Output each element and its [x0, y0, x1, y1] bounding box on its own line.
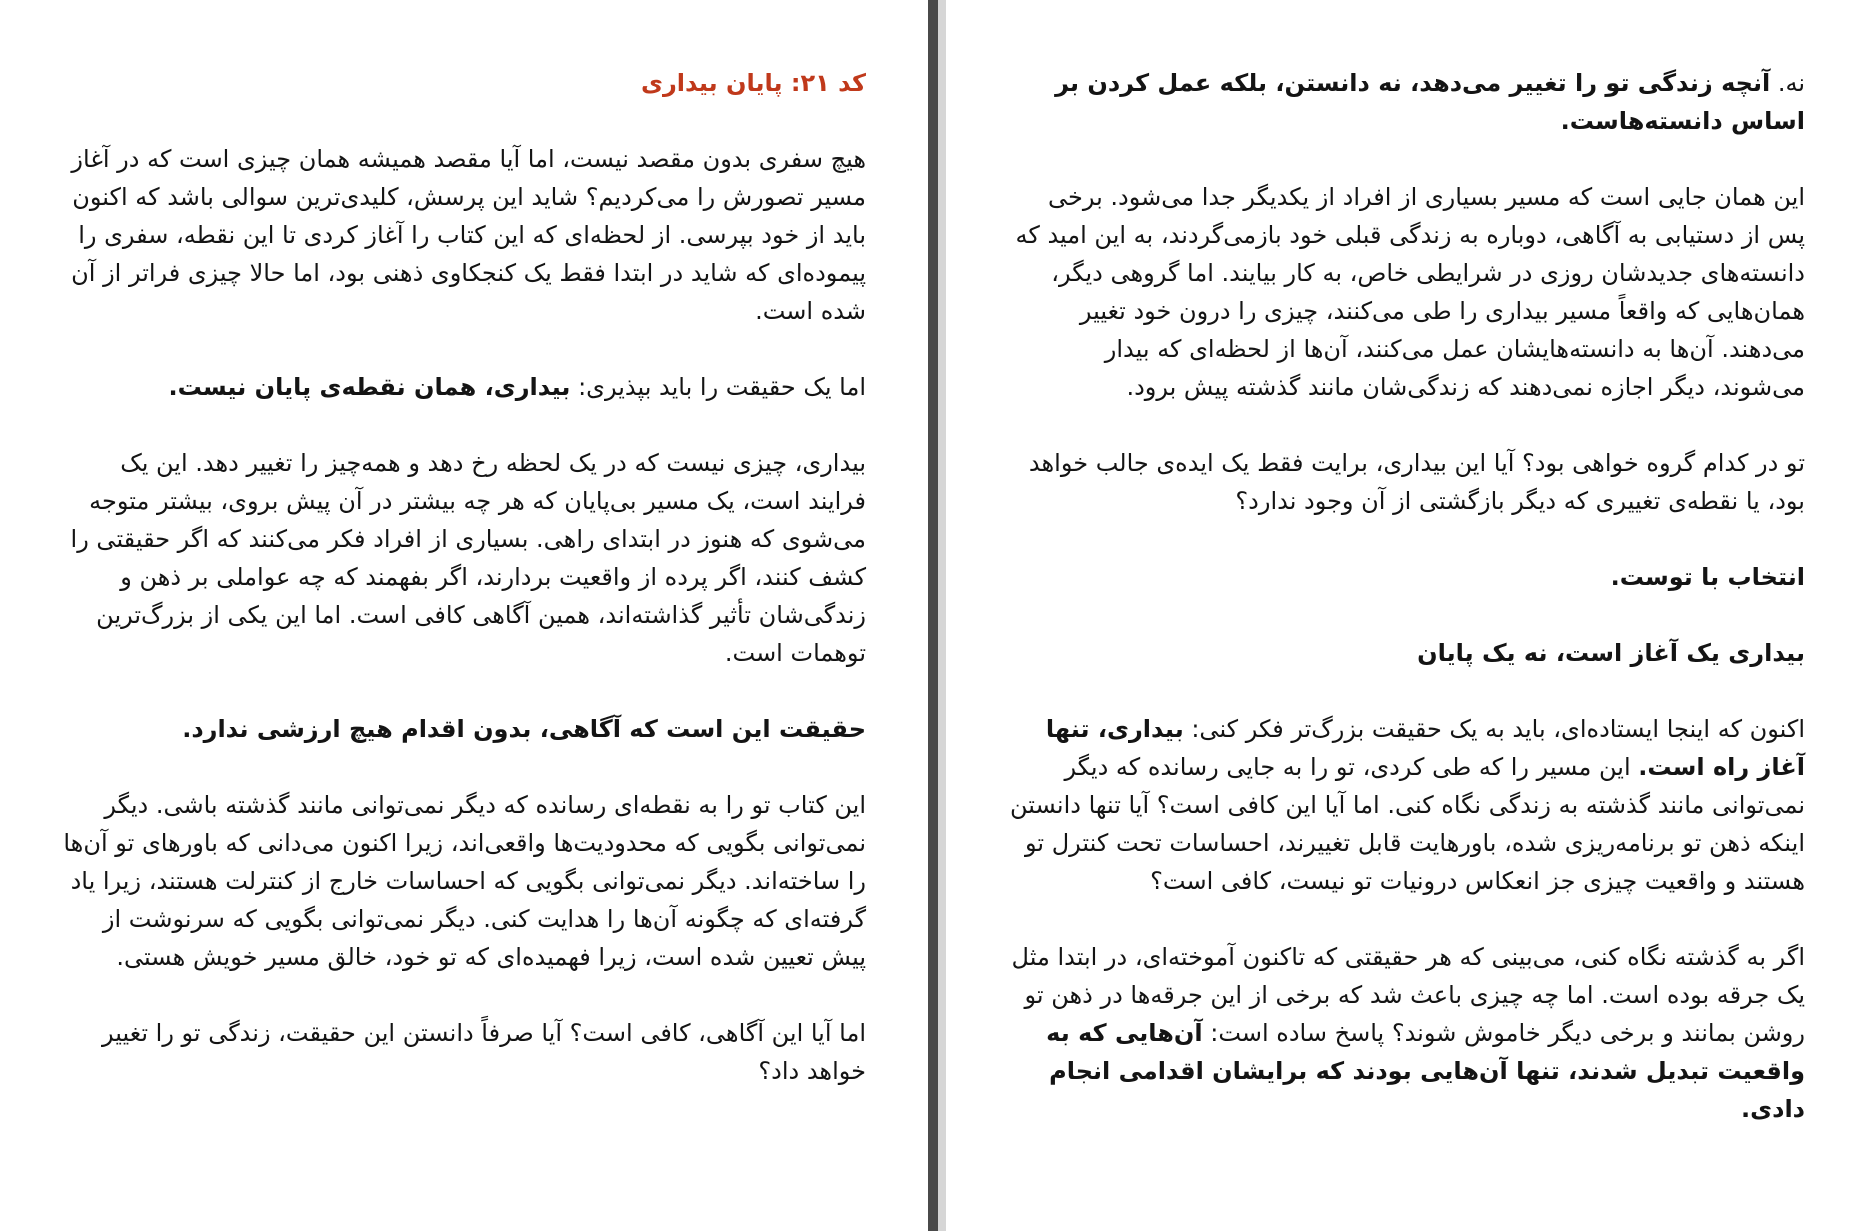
paragraph-text: این کتاب تو را به نقطه‌ای رسانده که دیگر نمی‌توانی مانند گذشته باشی. دیگر نمی‌توانی بگویی که محدودیت‌ها واقعی‌اند، زیرا اکنون می‌دانی که باورهای تو آن‌ها را ساخته‌اند. دیگر نمی‌توانی بگویی که احساسات خارج از کنترلت هستند، زیرا یاد گرفته‌ای که چگونه آن‌ها را هدایت کنی. دیگر نمی‌توانی بگویی که سرنوشت از پیش تعیین شده است، زیرا فهمیده‌ای که تو خود، خالق مسیر خویش هستی. — [63, 791, 866, 971]
paragraph — [1006, 64, 1805, 140]
paragraph-text: اکنون که اینجا ایستاده‌ای، باید به یک حقیقت بزرگ‌تر فکر کنی: — [1183, 715, 1805, 743]
paragraph — [60, 140, 866, 330]
paragraph — [1006, 558, 1805, 596]
paragraph-text: اگر به گذشته نگاه کنی، می‌بینی که هر حقیقتی که تاکنون آموخته‌ای، در ابتدا مثل یک جرقه بوده است. اما چه چیزی باعث شد که برخی از این جرقه‌ها در ذهن تو روشن بمانند و برخی دیگر خاموش شوند؟ پاسخ ساده است: — [1011, 943, 1805, 1047]
paragraph — [60, 1014, 866, 1090]
left-page-text — [60, 64, 866, 1128]
paragraph-text: این همان جایی است که مسیر بسیاری از افراد از یکدیگر جدا می‌شود. برخی پس از دستیابی به آگاهی، دوباره به زندگی قبلی خود بازمی‌گردند، به این امید که دانسته‌های جدیدشان روزی در شرایطی خاص، به کار بیایند. اما گروهی دیگر، همان‌هایی که واقعاً مسیر بیداری را طی می‌کنند، چیزی را درون خود تغییر می‌دهند. آن‌ها به دانسته‌هایشان عمل می‌کنند، آن‌ها از لحظه‌ای که بیدار می‌شوند، دیگر اجازه نمی‌دهند که زندگی‌شان مانند گذشته پیش برود. — [1015, 183, 1805, 401]
right-page — [946, 0, 1864, 1231]
section-heading-text: بیداری یک آغاز است، نه یک پایان — [1417, 639, 1805, 667]
paragraph-text: این مسیر را که طی کردی، تو را به جایی رسانده که دیگر نمی‌توانی مانند گذشته به زندگی نگاه کنی. اما آیا این کافی است؟ آیا تنها دانستن اینکه ذهن تو برنامه‌ریزی شده، باورهایت قابل تغییرند، احساسات تحت کنترل تو هستند و واقعیت چیزی جز انعکاس درونیات تو نیست، کافی است؟ — [1009, 753, 1805, 895]
paragraph — [1006, 710, 1805, 900]
paragraph — [60, 710, 866, 748]
emphasis-text: آن‌هایی که به واقعیت تبدیل شدند، تنها آن‌هایی بودند که برایشان اقدامی انجام دادی. — [1046, 1019, 1805, 1123]
paragraph — [1006, 178, 1805, 406]
emphasis-text: بیداری، همان نقطه‌ی پایان نیست. — [168, 373, 571, 401]
paragraph-text: بیداری، چیزی نیست که در یک لحظه رخ دهد و همه‌چیز را تغییر دهد. این یک فرایند است، یک مسیر بی‌پایان که هر چه بیشتر در آن پیش بروی، بیشتر متوجه می‌شوی که هنوز در ابتدای راهی. بسیاری از افراد فکر می‌کنند که اگر حقیقتی را کشف کنند، اگر پرده از واقعیت بردارند، اگر بفهمند که چه عواملی بر ذهن و زندگی‌شان تأثیر گذاشته‌اند، همین آگاهی کافی است. اما این یکی از بزرگ‌ترین توهمات است. — [70, 449, 866, 667]
paragraph-text: اما یک حقیقت را باید بپذیری: — [570, 373, 866, 401]
emphasis-text: بیداری، تنها آغاز راه است. — [1045, 715, 1805, 781]
paragraph — [60, 444, 866, 672]
paragraph — [60, 786, 866, 976]
paragraph-text: تو در کدام گروه خواهی بود؟ آیا این بیداری، برایت فقط یک ایده‌ی جالب خواهد بود، یا نقطه‌ی تغییری که دیگر بازگشتی از آن وجود ندارد؟ — [1028, 449, 1805, 515]
paragraph — [60, 368, 866, 406]
paragraph-text: اما آیا این آگاهی، کافی است؟ آیا صرفاً دانستن این حقیقت، زندگی تو را تغییر خواهد داد؟ — [102, 1019, 866, 1085]
emphasis-text: آنچه زندگی تو را تغییر می‌دهد، نه دانستن، بلکه عمل کردن بر اساس دانسته‌هاست. — [1055, 69, 1805, 135]
section-heading — [1006, 634, 1805, 672]
paragraph — [1006, 938, 1805, 1128]
left-page — [0, 0, 928, 1231]
chapter-title: کد ۲۱: پایان بیداری — [640, 69, 866, 97]
page-divider — [928, 0, 938, 1231]
paragraph — [1006, 444, 1805, 520]
paragraph-text: هیچ سفری بدون مقصد نیست، اما آیا مقصد همیشه همان چیزی است که در آغاز مسیر تصورش را می‌کردیم؟ شاید این پرسش، کلیدی‌ترین سوالی باشد که اکنون باید از خود بپرسی. از لحظه‌ای که این کتاب را آغاز کردی تا این نقطه، سفری را پیموده‌ای که شاید در ابتدا فقط یک کنجکاوی ذهنی بود، اما حالا چیزی فراتر از آن شده است. — [71, 145, 866, 325]
emphasis-text: انتخاب با توست. — [1610, 563, 1805, 591]
emphasis-text: حقیقت این است که آگاهی، بدون اقدام هیچ ارزشی ندارد. — [182, 715, 866, 743]
page-gutter — [938, 0, 946, 1231]
right-page-text — [1006, 64, 1805, 1166]
paragraph-text: نه. — [1770, 69, 1805, 97]
